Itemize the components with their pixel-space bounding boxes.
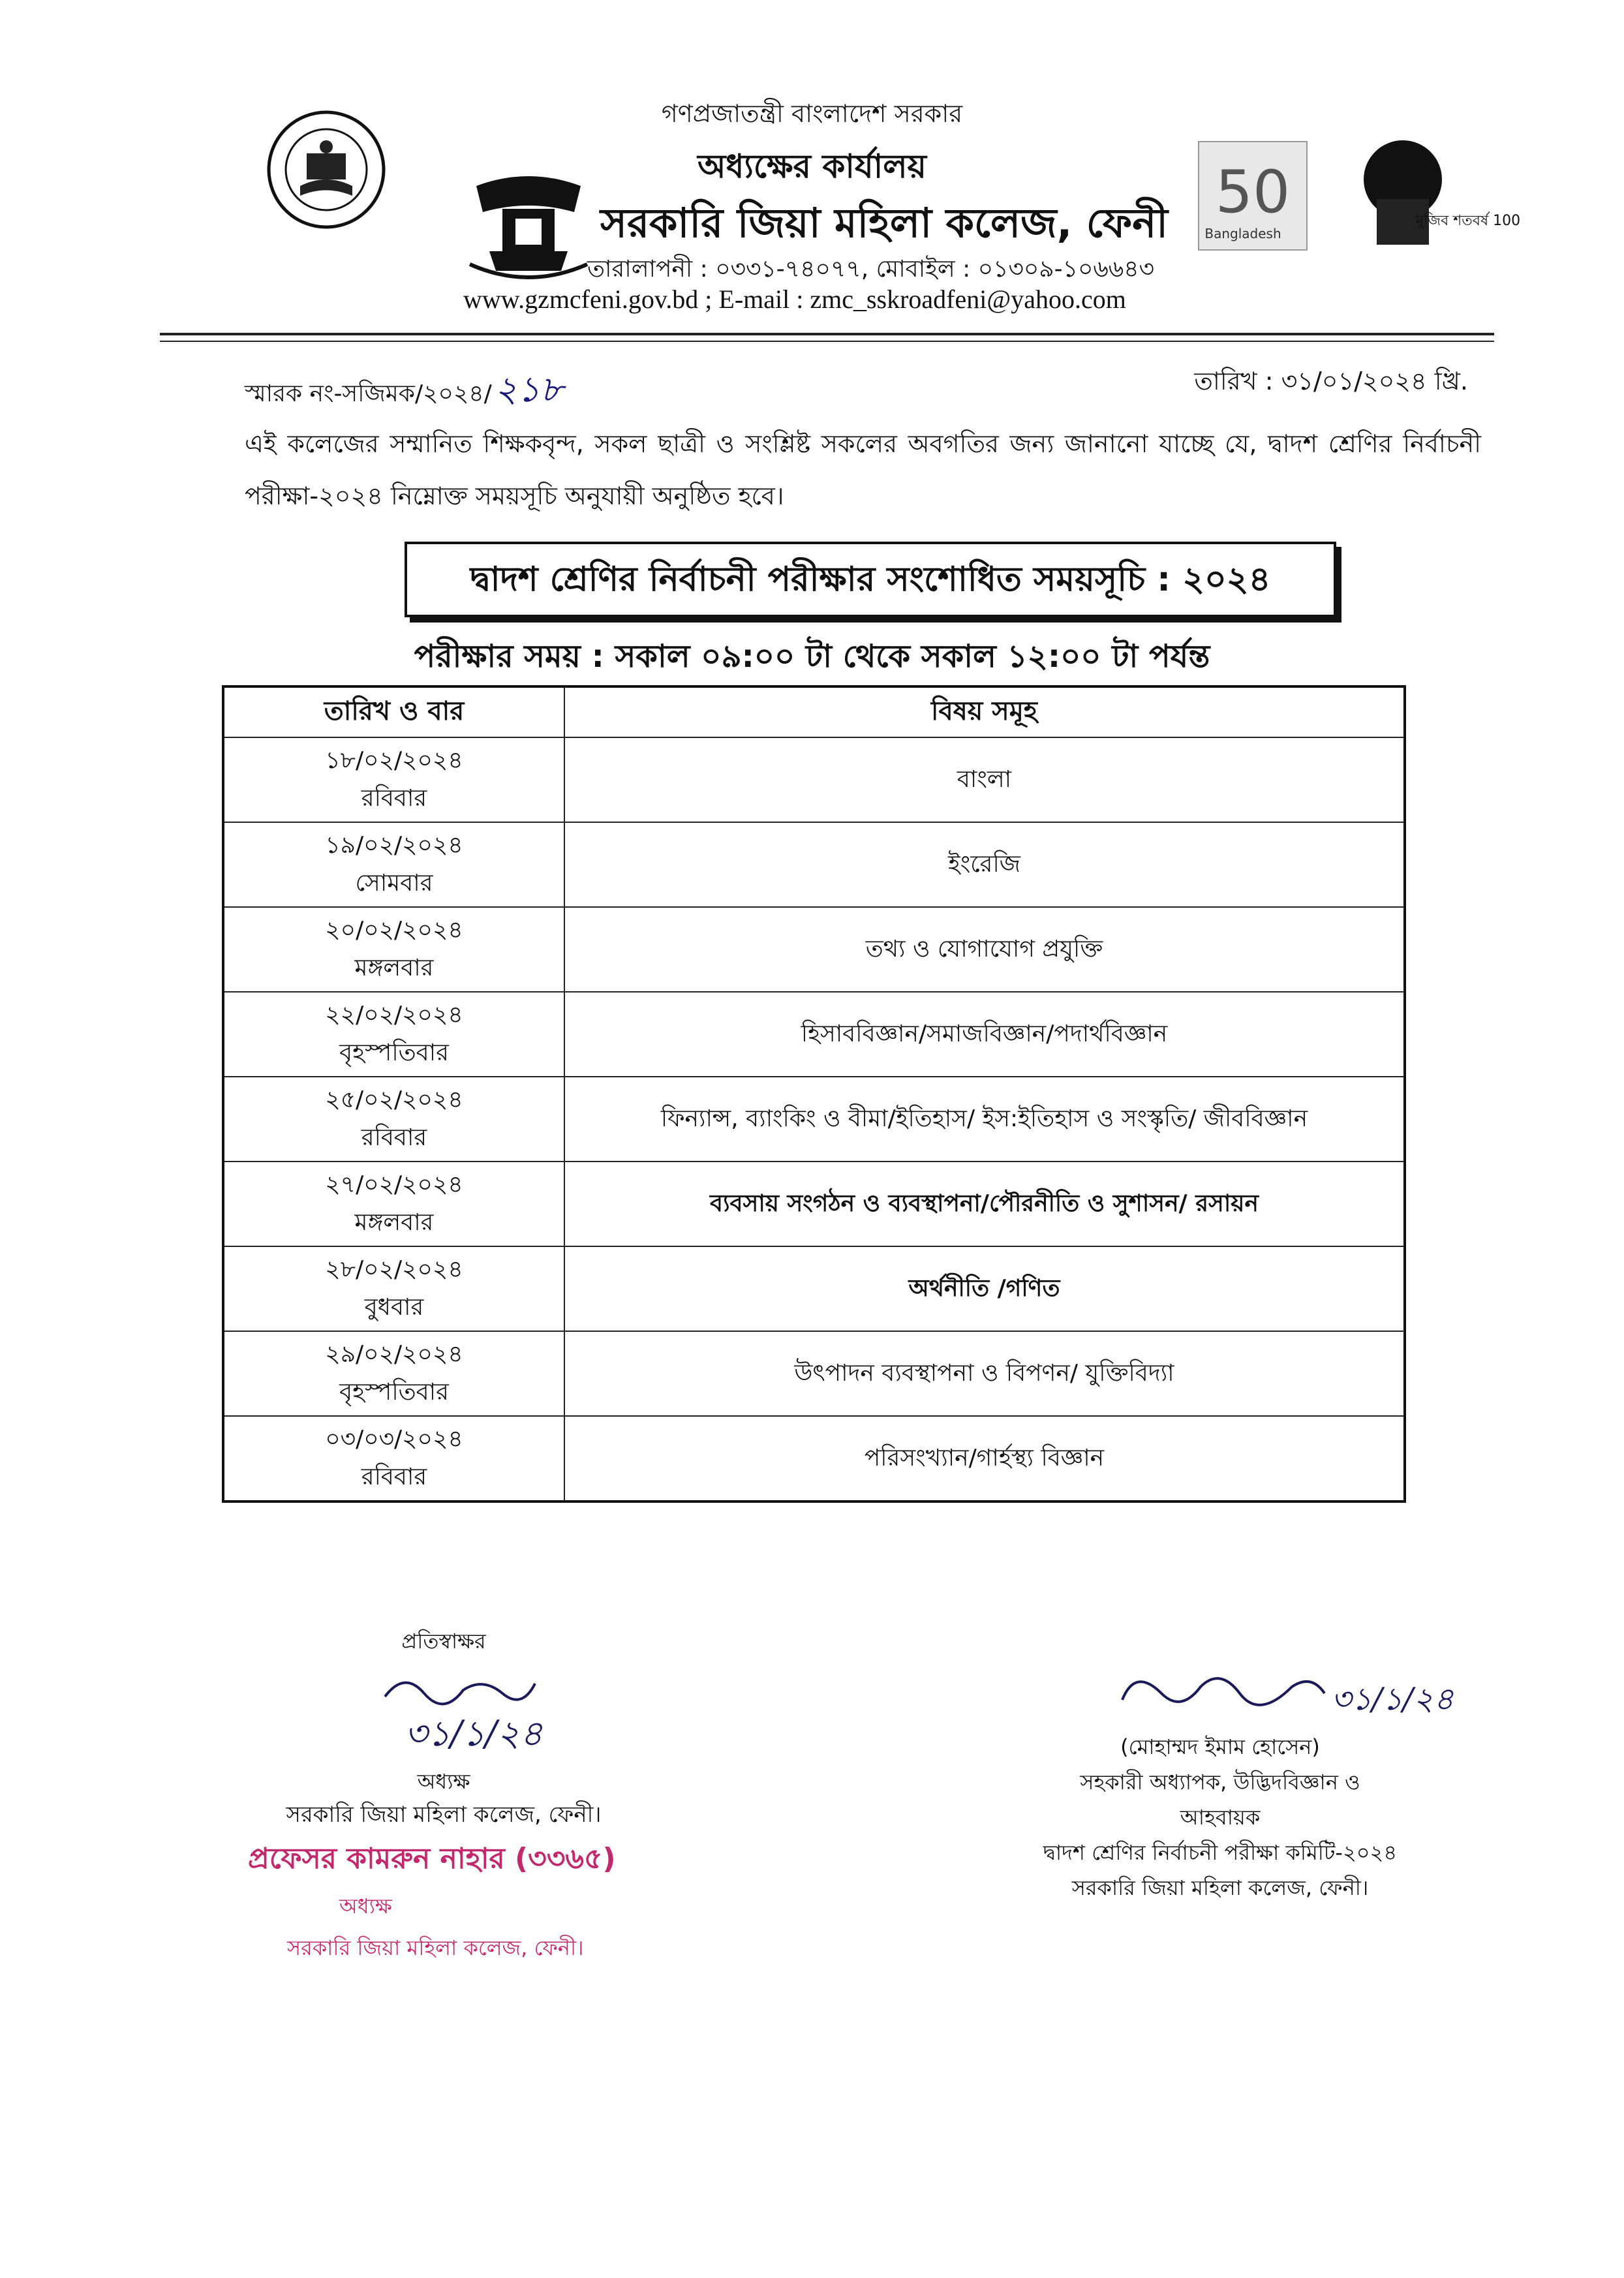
row-date: ২২/০২/২০২৪ — [325, 1002, 463, 1028]
table-row — [223, 1162, 1405, 1246]
principal-role: অধ্যক্ষ — [417, 1769, 470, 1794]
convener-committee: দ্বাদশ শ্রেণির নির্বাচনী পরীক্ষা কমিটি-২০২৪ — [1043, 1840, 1398, 1865]
principal-handwritten-date: ৩১/১/২৪ — [405, 1713, 543, 1754]
row-date: ০৩/০৩/২০২৪ — [325, 1426, 463, 1453]
row-day: রবিবার — [361, 785, 427, 812]
header-college: সরকারি জিয়া মহিলা কলেজ, ফেনী — [600, 199, 1168, 247]
notice-body: এই কলেজের সম্মানিত শিক্ষকবৃন্দ, সকল ছাত্রী ও সংশ্লিষ্ট সকলের অবগতির জন্য জানানো যাচ্ছে যে, দ্বাদশ শ্রেণির নির্বাচনী পরীক্ষা-২০২৪ নিম্নোক্ত সময়সূচি অনুযায়ী অনুষ্ঠিত হবে। — [245, 429, 1481, 510]
table-row — [223, 907, 1405, 992]
memo-number: ২১৮ — [494, 369, 563, 410]
table-row — [223, 822, 1405, 907]
header-rule-thin — [160, 341, 1494, 342]
subject-cell: অর্থনীতি /গণিত — [564, 1246, 1405, 1331]
row-day: মঙ্গলবার — [354, 955, 434, 981]
row-date: ২৫/০২/২০২৪ — [325, 1086, 463, 1113]
row-day: বৃহস্পতিবার — [339, 1039, 449, 1066]
subject-cell: ফিন্যান্স, ব্যাংকিং ও বীমা/ইতিহাস/ ইস:ইতিহাস ও সংস্কৃতি/ জীববিজ্ঞান — [564, 1077, 1405, 1162]
row-date: ২৭/০২/২০২৪ — [325, 1171, 463, 1198]
row-day: বুধবার — [364, 1294, 424, 1321]
subject-cell: পরিসংখ্যান/গার্হস্থ্য বিজ্ঞান — [564, 1416, 1405, 1501]
convener-handwritten-date: ৩১/১/২৪ — [1331, 1681, 1454, 1717]
convener-designation: সহকারী অধ্যাপক, উদ্ভিদবিজ্ঞান ও — [1080, 1770, 1360, 1794]
table-row — [223, 1331, 1405, 1416]
header-web-email: www.gzmcfeni.gov.bd ; E-mail : zmc_sskroadfeni@yahoo.com — [463, 285, 1126, 314]
schedule-title-box — [405, 542, 1336, 617]
row-date: ২৯/০২/২০২৪ — [325, 1341, 463, 1368]
row-date: ২৮/০২/২০২৪ — [325, 1256, 463, 1283]
date-cell — [223, 1162, 564, 1246]
subject-cell: ইংরেজি — [564, 822, 1405, 907]
row-date: ১৯/০২/২০২৪ — [325, 832, 463, 859]
stamp-name: প্রফেসর কামরুন নাহার (৩৩৬৫) — [248, 1842, 616, 1875]
row-day: মঙ্গলবার — [354, 1209, 434, 1236]
countersign-label: প্রতিস্বাক্ষর — [401, 1629, 486, 1654]
table-header-row — [223, 686, 1405, 737]
stamp-college: সরকারি জিয়া মহিলা কলেজ, ফেনী। — [287, 1935, 584, 1960]
row-date: ২০/০২/২০২৪ — [325, 917, 463, 944]
row-day: বৃহস্পতিবার — [339, 1379, 449, 1406]
date-cell — [223, 1246, 564, 1331]
svg-text:50: 50 — [1215, 158, 1291, 226]
row-date: ১৮/০২/২০২৪ — [325, 747, 463, 774]
table-row — [223, 737, 1405, 822]
row-day: সোমবার — [355, 870, 433, 897]
memo-date: তারিখ : ৩১/০১/২০২৪ খ্রি. — [1194, 367, 1468, 395]
exam-time: পরীক্ষার সময় : সকাল ০৯:০০ টা থেকে সকাল ১২:০০ টা পর্যন্ত — [414, 638, 1210, 675]
header-rule — [160, 333, 1494, 335]
date-cell — [223, 822, 564, 907]
date-cell — [223, 1331, 564, 1416]
table-row — [223, 1246, 1405, 1331]
subject-cell: ব্যবসায় সংগঠন ও ব্যবস্থাপনা/পৌরনীতি ও সুশাসন/ রসায়ন — [564, 1162, 1405, 1246]
date-cell — [223, 907, 564, 992]
table-row — [223, 1416, 1405, 1501]
logo-50-caption: Bangladesh — [1204, 226, 1281, 241]
memo-line — [245, 362, 563, 421]
principal-stamp — [248, 1837, 652, 1967]
row-day: রবিবার — [361, 1464, 427, 1490]
header-govt: গণপ্রজাতন্ত্রী বাংলাদেশ সরকার — [661, 99, 963, 128]
convener-role: আহবায়ক — [1180, 1805, 1261, 1830]
principal-college: সরকারি জিয়া মহিলা কলেজ, ফেনী। — [286, 1802, 602, 1828]
table-row — [223, 992, 1405, 1077]
subject-cell: হিসাববিজ্ঞান/সমাজবিজ্ঞান/পদার্থবিজ্ঞান — [564, 992, 1405, 1077]
subject-cell: উৎপাদন ব্যবস্থাপনা ও বিপণন/ যুক্তিবিদ্যা — [564, 1331, 1405, 1416]
date-cell — [223, 737, 564, 822]
memo-prefix: স্মারক নং-সজিমক/২০২৪/ — [245, 380, 492, 407]
date-cell — [223, 1416, 564, 1501]
convener-block — [927, 1729, 1514, 1905]
schedule-title: দ্বাদশ শ্রেণির নির্বাচনী পরীক্ষার সংশোধিত সময়সূচি : ২০২৪ — [470, 560, 1271, 599]
convener-college: সরকারি জিয়া মহিলা কলেজ, ফেনী। — [1071, 1875, 1369, 1900]
header-date: তারিখ ও বার — [223, 686, 564, 737]
table-row — [223, 1077, 1405, 1162]
date-cell — [223, 992, 564, 1077]
subject-cell: তথ্য ও যোগাযোগ প্রযুক্তি — [564, 907, 1405, 992]
principal-signature — [365, 1657, 587, 1755]
subject-cell: বাংলা — [564, 737, 1405, 822]
date-cell — [223, 1077, 564, 1162]
stamp-role: অধ্যক্ষ — [339, 1894, 392, 1918]
row-day: রবিবার — [361, 1124, 427, 1151]
header-subjects: বিষয় সমূহ — [564, 686, 1405, 737]
header-office: অধ্যক্ষের কার্যালয় — [697, 147, 927, 185]
header-phone: তারালাপনী : ০৩৩১-৭৪০৭৭, মোবাইল : ০১৩০৯-১০৬৬৪৩ — [587, 256, 1154, 283]
mujib-logo-text: মুজিব শতবর্ষ 100 — [1415, 213, 1521, 229]
convener-name: (মোহাম্মদ ইমাম হোসেন) — [1120, 1734, 1320, 1759]
schedule-table — [222, 685, 1406, 1503]
